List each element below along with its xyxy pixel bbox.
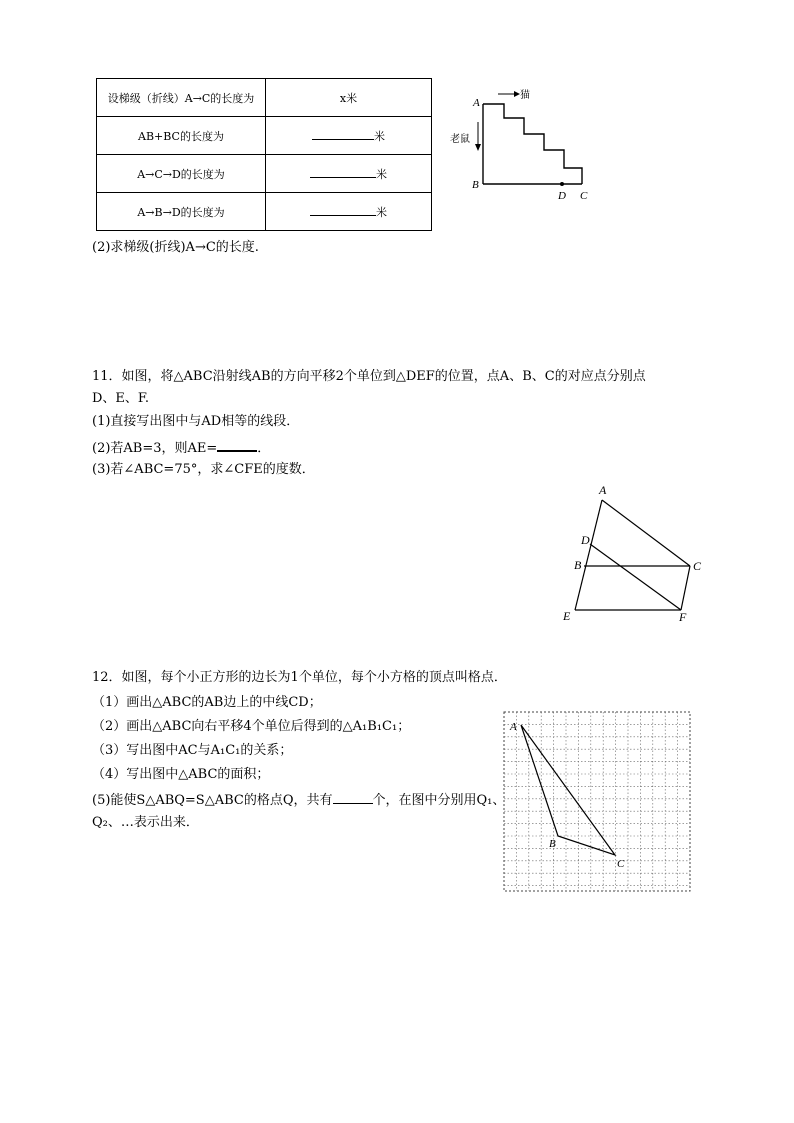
label-cat: 猫 bbox=[520, 90, 530, 101]
q12-part4: （4）写出图中△ABC的面积； bbox=[92, 767, 270, 782]
label-b: B bbox=[549, 838, 556, 850]
label-f: F bbox=[679, 610, 687, 624]
seg-ae bbox=[575, 500, 602, 610]
table-cell: A→C→D的长度为 bbox=[97, 155, 266, 193]
q11-part3: (3)若∠ABC=75°，求∠CFE的度数． bbox=[92, 462, 315, 477]
answer-blank[interactable] bbox=[310, 203, 376, 216]
label-c: C bbox=[617, 858, 625, 870]
label-a: A bbox=[599, 483, 607, 497]
length-table bbox=[96, 78, 432, 231]
q12-part3: （3）写出图中AC与A₁C₁的关系； bbox=[92, 743, 293, 758]
q12-part5-text: (5)能使S△ABQ=S△ABC的格点Q，共有 bbox=[92, 793, 333, 808]
grid-border bbox=[504, 712, 690, 891]
answer-blank[interactable] bbox=[333, 791, 373, 804]
label-d: D bbox=[558, 190, 566, 202]
q12-part5-cont: Q₂、…表示出来． bbox=[92, 815, 199, 830]
table-row bbox=[97, 155, 432, 193]
staircase-figure bbox=[440, 80, 600, 210]
table-cell bbox=[266, 155, 432, 193]
label-c: C bbox=[580, 190, 588, 202]
table-cell: 设梯级（折线）A→C的长度为 bbox=[97, 79, 266, 117]
q11-part2-end: ． bbox=[257, 441, 271, 456]
answer-blank[interactable] bbox=[217, 438, 257, 452]
label-a: A bbox=[473, 97, 480, 109]
triangle-abc bbox=[521, 725, 615, 855]
q12-part5-text2: 个，在图中分别用Q₁、 bbox=[372, 793, 506, 808]
unit: 米 bbox=[376, 206, 387, 219]
staircase-line bbox=[483, 104, 582, 184]
table-row bbox=[97, 79, 432, 117]
unit: 米 bbox=[376, 168, 387, 181]
seg-ac bbox=[602, 500, 690, 566]
label-mouse: 老鼠 bbox=[450, 134, 470, 145]
table-cell: A→B→D的长度为 bbox=[97, 193, 266, 231]
label-b: B bbox=[472, 179, 479, 191]
q10-part2: (2)求梯级(折线)A→C的长度. bbox=[92, 240, 259, 255]
answer-blank[interactable] bbox=[310, 165, 376, 178]
grid-lines bbox=[504, 712, 690, 891]
label-e: E bbox=[563, 609, 571, 623]
q12-part2: （2）画出△ABC向右平移4个单位后得到的△A₁B₁C₁； bbox=[92, 719, 411, 734]
point-d bbox=[560, 182, 564, 186]
seg-cf bbox=[681, 566, 690, 610]
mouse-arrow-head bbox=[475, 144, 481, 151]
q12-line1: 12．如图，每个小正方形的边长为1个单位，每个小方格的顶点叫格点． bbox=[92, 670, 507, 685]
q11-part1: (1)直接写出图中与AD相等的线段． bbox=[92, 414, 300, 429]
q12-part5 bbox=[92, 791, 505, 809]
table-cell bbox=[266, 193, 432, 231]
table-row bbox=[97, 117, 432, 155]
unit: 米 bbox=[374, 130, 385, 143]
q11-part2 bbox=[92, 438, 270, 457]
label-d: D bbox=[581, 533, 590, 547]
table-cell: AB+BC的长度为 bbox=[97, 117, 266, 155]
q11-line1: 11．如图，将△ABC沿射线AB的方向平移2个单位到△DEF的位置，点A、B、C的对应点分别点 bbox=[92, 369, 646, 384]
q11-line2: D、E、F. bbox=[92, 391, 150, 406]
translation-figure bbox=[555, 480, 715, 630]
table-cell bbox=[266, 117, 432, 155]
grid-figure bbox=[503, 711, 693, 893]
label-c: C bbox=[693, 559, 702, 573]
table-cell: x米 bbox=[266, 79, 432, 117]
label-b: B bbox=[574, 558, 582, 572]
answer-blank[interactable] bbox=[312, 127, 374, 140]
q11-part2-text: (2)若AB=3，则AE= bbox=[92, 441, 218, 456]
seg-df bbox=[590, 544, 681, 610]
table-row bbox=[97, 193, 432, 231]
q12-part1: （1）画出△ABC的AB边上的中线CD； bbox=[92, 695, 322, 710]
label-a: A bbox=[510, 721, 517, 733]
